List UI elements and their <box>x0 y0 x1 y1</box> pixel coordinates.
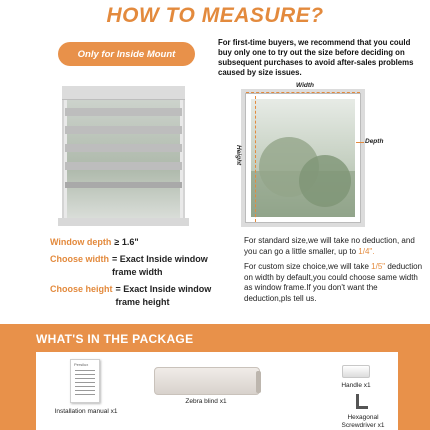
rule-text: deduction on width by default,you could choose same width as window frame.If you don't want the deduction,pls tell us. <box>244 262 423 303</box>
spec-key: Choose width <box>50 254 109 264</box>
spec-value: = Exact Inside window frame width <box>112 254 208 277</box>
blind-stripe <box>65 108 182 116</box>
manual-text-lines <box>75 370 95 398</box>
window-sill <box>58 218 189 226</box>
blind-cassette <box>62 86 185 100</box>
depth-dimension-line <box>356 142 364 143</box>
window-diagram <box>246 94 360 222</box>
tree-shape <box>299 155 351 207</box>
rule-text: For standard size,we will take no deduction, and you can go a little smaller, up to <box>244 236 415 256</box>
package-section <box>0 324 430 430</box>
spec-value: = Exact Inside window frame height <box>115 284 212 307</box>
buyer-notice: For first-time buyers, we recommend that you could buy only one to try out the size before deciding on subsequent purchases to avoid after-sales problems caused by size issues. <box>218 38 414 77</box>
spec-row-depth <box>50 236 230 249</box>
manual-caption: Installation manual x1 <box>54 408 118 415</box>
spec-value: ≥ 1.6" <box>114 237 139 247</box>
hex-screwdriver-icon <box>352 392 372 412</box>
screwdriver-caption: Hexagonal Screwdriver x1 <box>341 414 385 429</box>
blind-bottom-rail <box>65 182 182 188</box>
inside-mount-badge: Only for Inside Mount <box>58 42 195 66</box>
custom-size-rule <box>244 262 426 304</box>
height-label: Height <box>235 145 242 166</box>
standard-size-rule <box>244 236 426 257</box>
rule-highlight: 1/4". <box>358 246 375 256</box>
handle-icon <box>342 365 370 378</box>
zebra-caption: Zebra blind x1 <box>185 398 227 405</box>
manual-icon <box>70 359 100 403</box>
width-dimension-line <box>246 92 360 93</box>
spec-row-width <box>50 253 230 279</box>
spec-key: Window depth <box>50 237 112 247</box>
spec-row-height <box>50 283 230 309</box>
blind-stripe <box>65 162 182 170</box>
package-panel <box>36 352 398 430</box>
zebra-blind-icon <box>154 367 260 395</box>
manual-brand: Persilux <box>74 362 89 367</box>
rule-highlight: 1/5" <box>371 262 386 271</box>
width-label: Width <box>296 82 314 89</box>
blind-stripe <box>65 126 182 134</box>
spec-key: Choose height <box>50 284 113 294</box>
measure-specs <box>50 236 230 313</box>
rule-text: For custom size choice,we will take <box>244 262 372 271</box>
blind-stripe <box>65 144 182 152</box>
blind-endcap <box>256 371 261 393</box>
deduction-rules <box>244 236 426 309</box>
depth-label: Depth <box>365 138 384 145</box>
page-title: HOW TO MEASURE? <box>106 4 324 27</box>
blind-photo <box>62 86 185 226</box>
height-dimension-line <box>255 96 256 222</box>
package-title: WHAT'S IN THE PACKAGE <box>36 332 194 346</box>
handle-caption: Handle x1 <box>341 382 371 389</box>
